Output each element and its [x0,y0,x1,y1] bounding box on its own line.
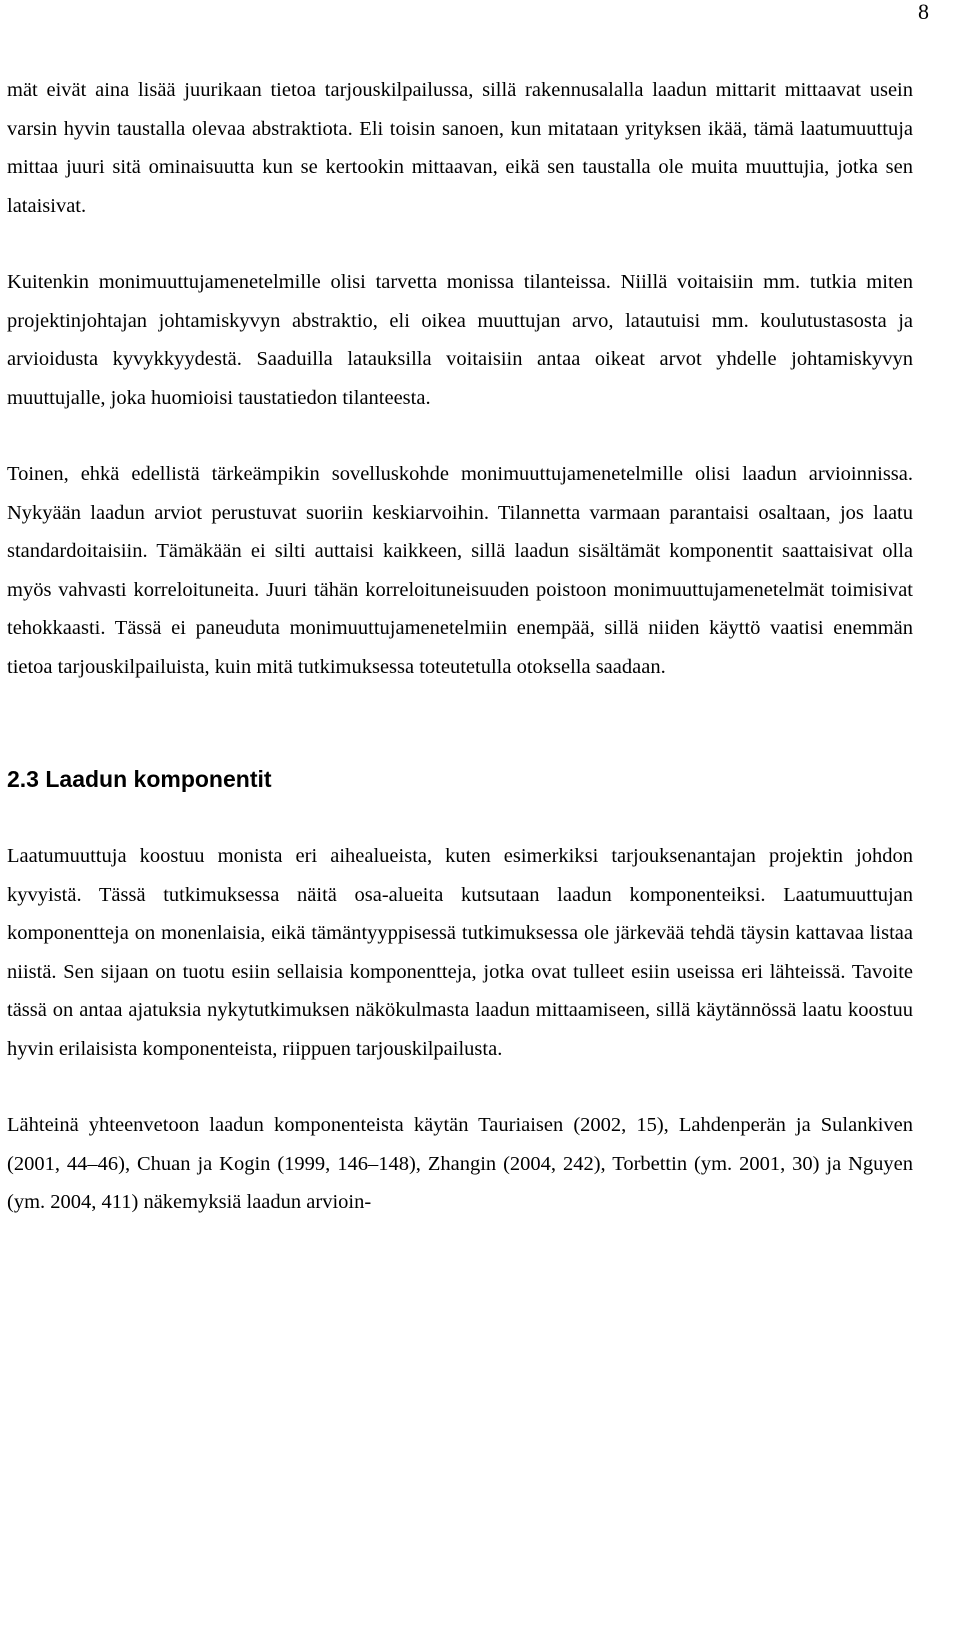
paragraph-1: mät eivät aina lisää juurikaan tietoa tarjouskilpailussa, sillä rakennusalalla laadun mittarit mittaavat usein varsin hyvin taustalla olevaa abstraktiota. Eli toisin sanoen, kun mitataan yrityksen ikää, tämä laatumuuttuja mittaa juuri sitä ominaisuutta kun se kertookin mittaavan, eikä sen taustalla ole muita muuttujia, jotka sen lataisivat. [7,79,913,217]
paragraph-3: Toinen, ehkä edellistä tärkeämpikin sovelluskohde monimuuttujamenetelmille olisi laadun arvioinnissa. Nykyään laadun arviot perustuvat suoriin keskiarvoihin. Tilannetta varmaan parantaisi osaltaan, jos laatu standardoitaisiin. Tämäkään ei silti auttaisi kaikkeen, sillä laadun sisältämät komponentit saattaisivat olla myös vahvasti korreloituneita. Juuri tähän korreloituneisuuden poistoon monimuuttujamenetelmät toimisivat tehokkaasti. Tässä ei paneuduta monimuuttujamenetelmiin enempää, sillä niiden käyttö vaatisi enemmän tietoa tarjouskilpailuista, kuin mitä tutkimuksessa toteutetulla otoksella saadaan. [7,463,913,678]
paragraph-4: Laatumuuttuja koostuu monista eri aihealueista, kuten esimerkiksi tarjouksenantajan projektin johdon kyvyistä. Tässä tutkimuksessa näitä osa-alueita kutsutaan laadun komponenteiksi. Laatumuuttujan komponentteja on monenlaisia, eikä tämäntyyppisessä tutkimuksessa ole järkevää tehdä täysin kattavaa listaa niistä. Sen sijaan on tuotu esiin sellaisia komponentteja, jotka ovat tulleet esiin useissa eri lähteissä. Tavoite tässä on antaa ajatuksia nykytutkimuksen näkökulmasta laadun mittaamiseen, sillä käytännössä laatu koostuu hyvin erilaisista komponenteista, riippuen tarjouskilpailusta. [7,845,913,1060]
paragraph-2: Kuitenkin monimuuttujamenetelmille olisi tarvetta monissa tilanteissa. Niillä voitaisiin mm. tutkia miten projektinjohtajan johtamiskyvyn abstraktio, eli oikea muuttujan arvo, latautuisi mm. koulutustasosta ja arvioidusta kyvykkyydestä. Saaduilla latauksilla voitaisiin antaa oikeat arvot yhdelle johtamiskyvyn muuttujalle, joka huomioisi taustatiedon tilanteesta. [7,271,913,409]
paragraph-5: Lähteinä yhteenvetoon laadun komponenteista käytän Tauriaisen (2002, 15), Lahdenperän ja Sulankiven (2001, 44–46), Chuan ja Kogin (1999, 146–148), Zhangin (2004, 242), Torbettin (ym. 2001, 30) ja Nguyen (ym. 2004, 411) näkemyksiä laadun arvioin- [7,1114,913,1213]
page-number: 8 [918,0,929,24]
document-body [7,71,913,1222]
section-heading: 2.3 Laadun komponentit [7,766,272,792]
